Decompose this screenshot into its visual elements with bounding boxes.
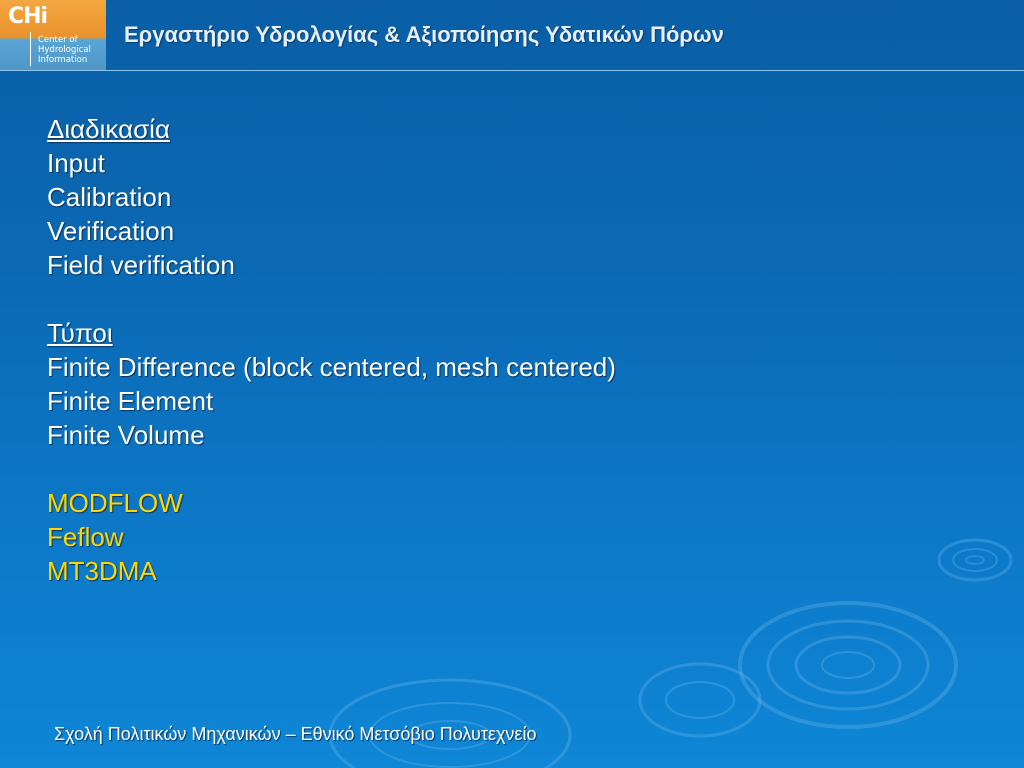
list-item: Verification <box>47 216 175 246</box>
slide-footer: Σχολή Πολιτικών Μηχανικών – Εθνικό Μετσόβιο Πολυτεχνείο <box>54 724 537 744</box>
spacer <box>47 282 616 316</box>
list-item: Calibration <box>47 182 172 212</box>
logo-mark: CHi <box>8 4 48 29</box>
header-divider <box>0 70 1024 71</box>
chi-logo <box>0 0 106 70</box>
logo-text-line: Center of <box>38 35 78 45</box>
list-item: Finite Difference (block centered, mesh centered) <box>47 352 616 382</box>
logo-text-line: Hydrological <box>38 45 91 55</box>
section-heading-types: Τύποι <box>47 318 113 348</box>
slide-header-title: Εργαστήριο Υδρολογίας & Αξιοποίησης Υδατικών Πόρων <box>124 22 724 47</box>
software-item: MODFLOW <box>47 488 183 518</box>
section-heading-procedure: Διαδικασία <box>47 114 170 144</box>
logo-text-line: Information <box>38 55 88 65</box>
list-item: Input <box>47 148 105 178</box>
software-item: MT3DMA <box>47 556 157 586</box>
list-item: Finite Element <box>47 386 214 416</box>
list-item: Field verification <box>47 250 235 280</box>
software-item: Feflow <box>47 522 124 552</box>
logo-text <box>38 35 91 65</box>
slide-content <box>47 112 616 588</box>
logo-divider <box>30 32 31 66</box>
list-item: Finite Volume <box>47 420 205 450</box>
spacer <box>47 452 616 486</box>
